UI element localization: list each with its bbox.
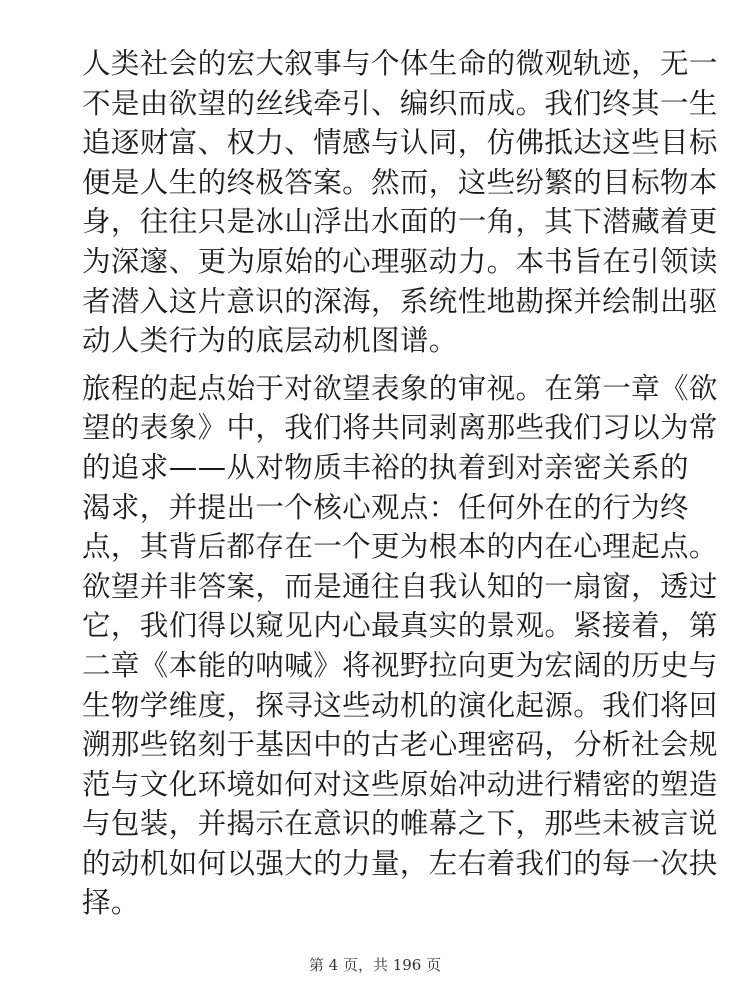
text-line: 追逐财富、权力、情感与认同，仿佛抵达这些目标 bbox=[82, 126, 718, 160]
body-text bbox=[82, 44, 718, 923]
text-line: 渴求，并提出一个核心观点：任何外在的行为终 bbox=[82, 490, 689, 524]
text-line: 不是由欲望的丝线牵引、编织而成。我们终其一生 bbox=[82, 86, 718, 120]
text-line: 的动机如何以强大的力量，左右着我们的每一次抉 bbox=[82, 846, 718, 880]
text-line: 溯那些铭刻于基因中的古老心理密码，分析社会规 bbox=[82, 728, 718, 762]
text-line: 点，其背后都存在一个更为根本的内在心理起点。 bbox=[82, 530, 718, 564]
text-line: 它，我们得以窥见内心最真实的景观。紧接着，第 bbox=[82, 609, 718, 643]
paragraph-1 bbox=[82, 44, 718, 361]
text-line: 人类社会的宏大叙事与个体生命的微观轨迹，无一 bbox=[82, 47, 718, 80]
text-line: 者潜入这片意识的深海，系统性地勘探并绘制出驱 bbox=[82, 284, 718, 318]
text-line: 动人类行为的底层动机图谱。 bbox=[82, 324, 458, 358]
text-line: 旅程的起点始于对欲望表象的审视。在第一章《欲 bbox=[82, 371, 718, 405]
text-line: 望的表象》中，我们将共同剥离那些我们习以为常 bbox=[82, 411, 718, 445]
text-line: 生物学维度，探寻这些动机的演化起源。我们将回 bbox=[82, 688, 718, 722]
text-line: 便是人生的终极答案。然而，这些纷繁的目标物本 bbox=[82, 165, 718, 199]
text-line: 的追求——从对物质丰裕的执着到对亲密关系的 bbox=[82, 450, 689, 484]
text-line: 与包装，并揭示在意识的帷幕之下，那些未被言说 bbox=[82, 807, 718, 841]
text-line: 为深邃、更为原始的心理驱动力。本书旨在引领读 bbox=[82, 244, 718, 278]
text-line: 范与文化环境如何对这些原始冲动进行精密的塑造 bbox=[82, 767, 718, 801]
paragraph-2 bbox=[82, 369, 718, 923]
text-line: 欲望并非答案，而是通往自我认知的一扇窗，透过 bbox=[82, 569, 718, 603]
text-line: 二章《本能的呐喊》将视野拉向更为宏阔的历史与 bbox=[82, 648, 718, 682]
page-footer: 第 4 页，共 196 页 bbox=[308, 956, 442, 974]
text-line: 身，往往只是冰山浮出水面的一角，其下潜藏着更 bbox=[82, 205, 718, 239]
text-line: 择。 bbox=[82, 886, 140, 920]
